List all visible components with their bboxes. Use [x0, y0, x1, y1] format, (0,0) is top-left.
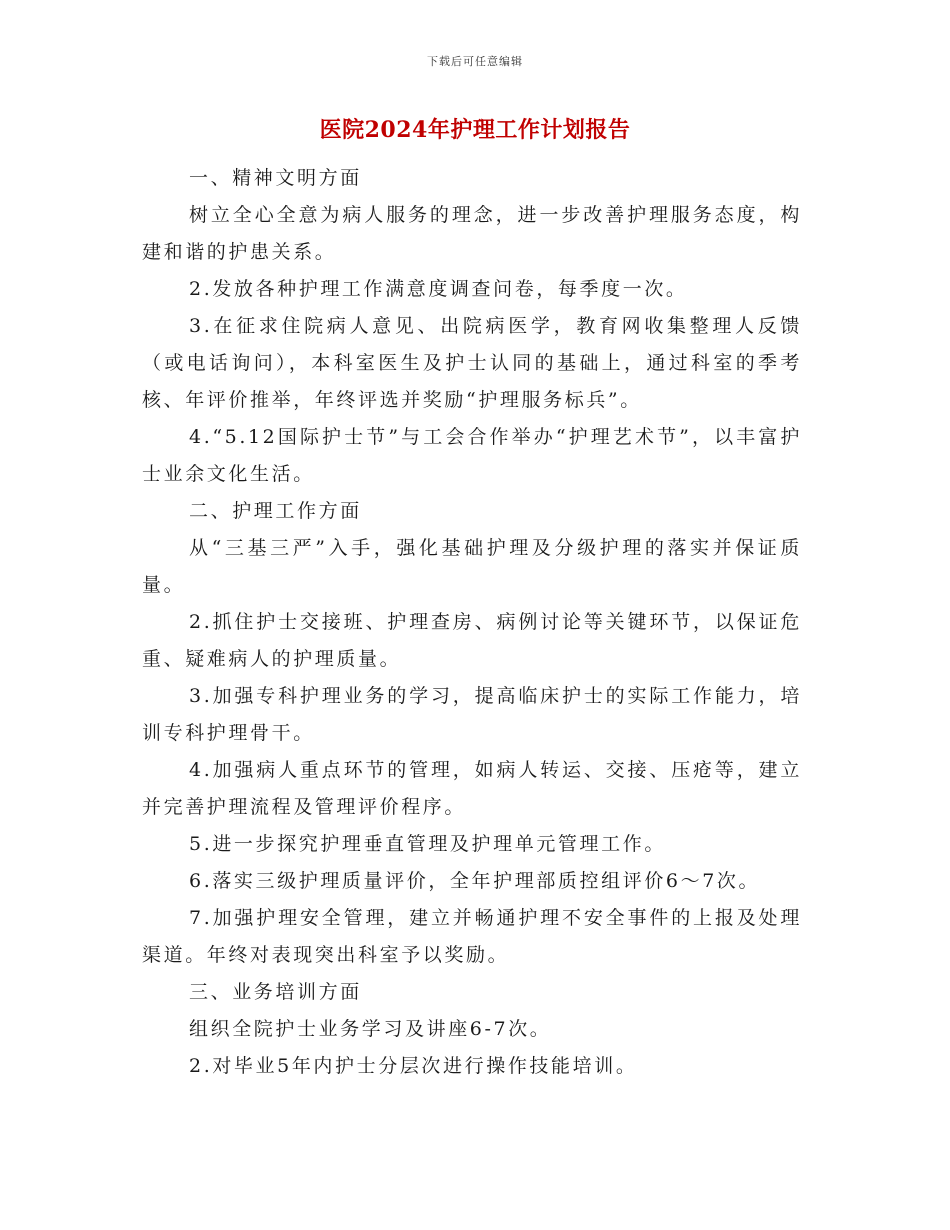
paragraph: 4.加强病人重点环节的管理，如病人转运、交接、压疮等，建立并完善护理流程及管理评价程序。 [142, 759, 802, 818]
paragraph: 从“三基三严”入手，强化基础护理及分级护理的落实并保证质量。 [142, 537, 802, 596]
paragraph: 2.对毕业5年内护士分层次进行操作技能培训。 [189, 1055, 638, 1077]
paragraph: 5.进一步探究护理垂直管理及护理单元管理工作。 [189, 833, 666, 855]
paragraph: 6.落实三级护理质量评价，全年护理部质控组评价6～7次。 [189, 870, 761, 892]
section-heading-2: 二、护理工作方面 [189, 500, 362, 522]
paragraph: 树立全心全意为病人服务的理念，进一步改善护理服务态度，构建和谐的护患关系。 [142, 204, 802, 263]
document-body [142, 160, 802, 1085]
paragraph: 2.抓住护士交接班、护理查房、病例讨论等关键环节，以保证危重、疑难病人的护理质量。 [142, 611, 802, 670]
paragraph: 3.加强专科护理业务的学习，提高临床护士的实际工作能力，培训专科护理骨干。 [142, 685, 802, 744]
header-note: 下载后可任意编辑 [427, 55, 523, 68]
section-heading-3: 三、业务培训方面 [189, 981, 362, 1003]
section-heading-1: 一、精神文明方面 [189, 167, 362, 189]
document-title: 医院2024年护理工作计划报告 [319, 117, 631, 143]
paragraph: 4.“5.12国际护士节”与工会合作举办“护理艺术节”，以丰富护士业余文化生活。 [142, 426, 802, 485]
paragraph: 7.加强护理安全管理，建立并畅通护理不安全事件的上报及处理渠道。年终对表现突出科室予以奖励。 [142, 907, 802, 966]
paragraph: 组织全院护士业务学习及讲座6-7次。 [189, 1018, 552, 1040]
paragraph: 2.发放各种护理工作满意度调查问卷，每季度一次。 [189, 278, 688, 300]
paragraph: 3.在征求住院病人意见、出院病医学，教育网收集整理人反馈（或电话询问），本科室医生及护士认同的基础上，通过科室的季考核、年评价推举，年终评选并奖励“护理服务标兵”。 [142, 315, 802, 411]
